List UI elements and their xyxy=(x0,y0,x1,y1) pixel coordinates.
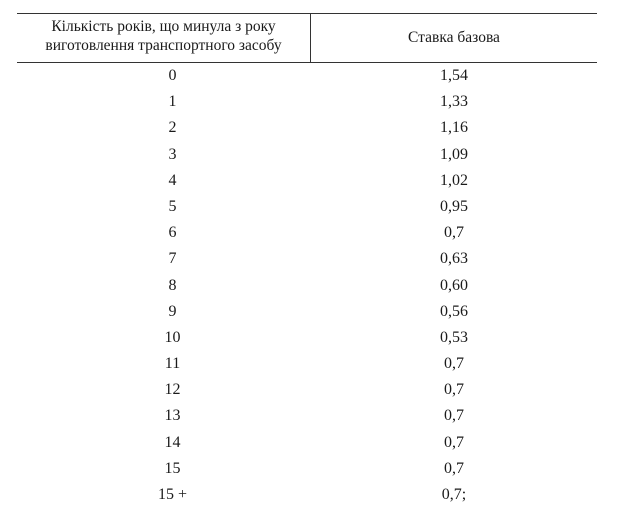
rate-cell: 1,09 xyxy=(440,145,468,163)
table-row xyxy=(17,482,597,508)
years-cell: 3 xyxy=(168,145,177,163)
rate-cell: 1,02 xyxy=(440,171,468,189)
years-cell: 10 xyxy=(164,328,181,346)
rate-cell: 1,16 xyxy=(440,119,468,137)
years-cell: 0 xyxy=(168,67,177,84)
rate-cell: 0,7 xyxy=(444,407,464,425)
table-row xyxy=(17,273,597,299)
years-cell: 8 xyxy=(168,276,177,294)
rate-cell: 0,7 xyxy=(444,224,464,242)
years-cell: 13 xyxy=(164,407,181,425)
table-row xyxy=(17,89,597,115)
rate-cell: 0,7 xyxy=(444,433,464,451)
years-cell: 11 xyxy=(164,355,181,373)
table-row xyxy=(17,142,597,168)
rate-cell: 0,56 xyxy=(440,302,468,320)
rate-cell: 0,7 xyxy=(444,459,464,477)
years-cell: 5 xyxy=(168,197,177,215)
rate-cell: 0,60 xyxy=(440,276,468,294)
table-row xyxy=(17,456,597,482)
table-row xyxy=(17,246,597,272)
rate-table xyxy=(17,13,597,508)
table-row xyxy=(17,220,597,246)
table-row xyxy=(17,351,597,377)
table-row xyxy=(17,115,597,141)
rate-cell: 0,53 xyxy=(440,328,468,346)
table-row xyxy=(17,325,597,351)
rate-cell: 0,95 xyxy=(440,197,468,215)
table-row xyxy=(17,168,597,194)
rate-cell: 0,7 xyxy=(444,381,464,399)
years-cell: 1 xyxy=(168,93,177,111)
rate-cell: 0,63 xyxy=(440,250,468,268)
years-cell: 9 xyxy=(168,302,177,320)
header-base-rate: Ставка базова xyxy=(408,29,500,46)
table-row xyxy=(17,299,597,325)
table-row xyxy=(17,430,597,456)
table-body xyxy=(17,63,597,508)
years-cell: 4 xyxy=(168,171,177,189)
rate-cell: 0,7 xyxy=(444,355,464,373)
table-row xyxy=(17,403,597,429)
rate-cell: 0,7; xyxy=(441,486,467,503)
header-years-since-manufacture: Кількість років, що минула з року виготовлення транспортного засобу xyxy=(45,18,282,54)
years-cell: 12 xyxy=(164,381,181,399)
years-cell: 6 xyxy=(168,224,177,242)
rate-cell: 1,33 xyxy=(440,93,468,111)
table-row xyxy=(17,194,597,220)
table-row xyxy=(17,63,597,89)
years-cell: 15 + xyxy=(157,486,188,503)
years-cell: 14 xyxy=(164,433,181,451)
years-cell: 15 xyxy=(164,459,181,477)
table-header xyxy=(17,13,597,63)
years-cell: 2 xyxy=(168,119,177,137)
rate-cell: 1,54 xyxy=(440,67,468,84)
table-row xyxy=(17,377,597,403)
years-cell: 7 xyxy=(168,250,177,268)
